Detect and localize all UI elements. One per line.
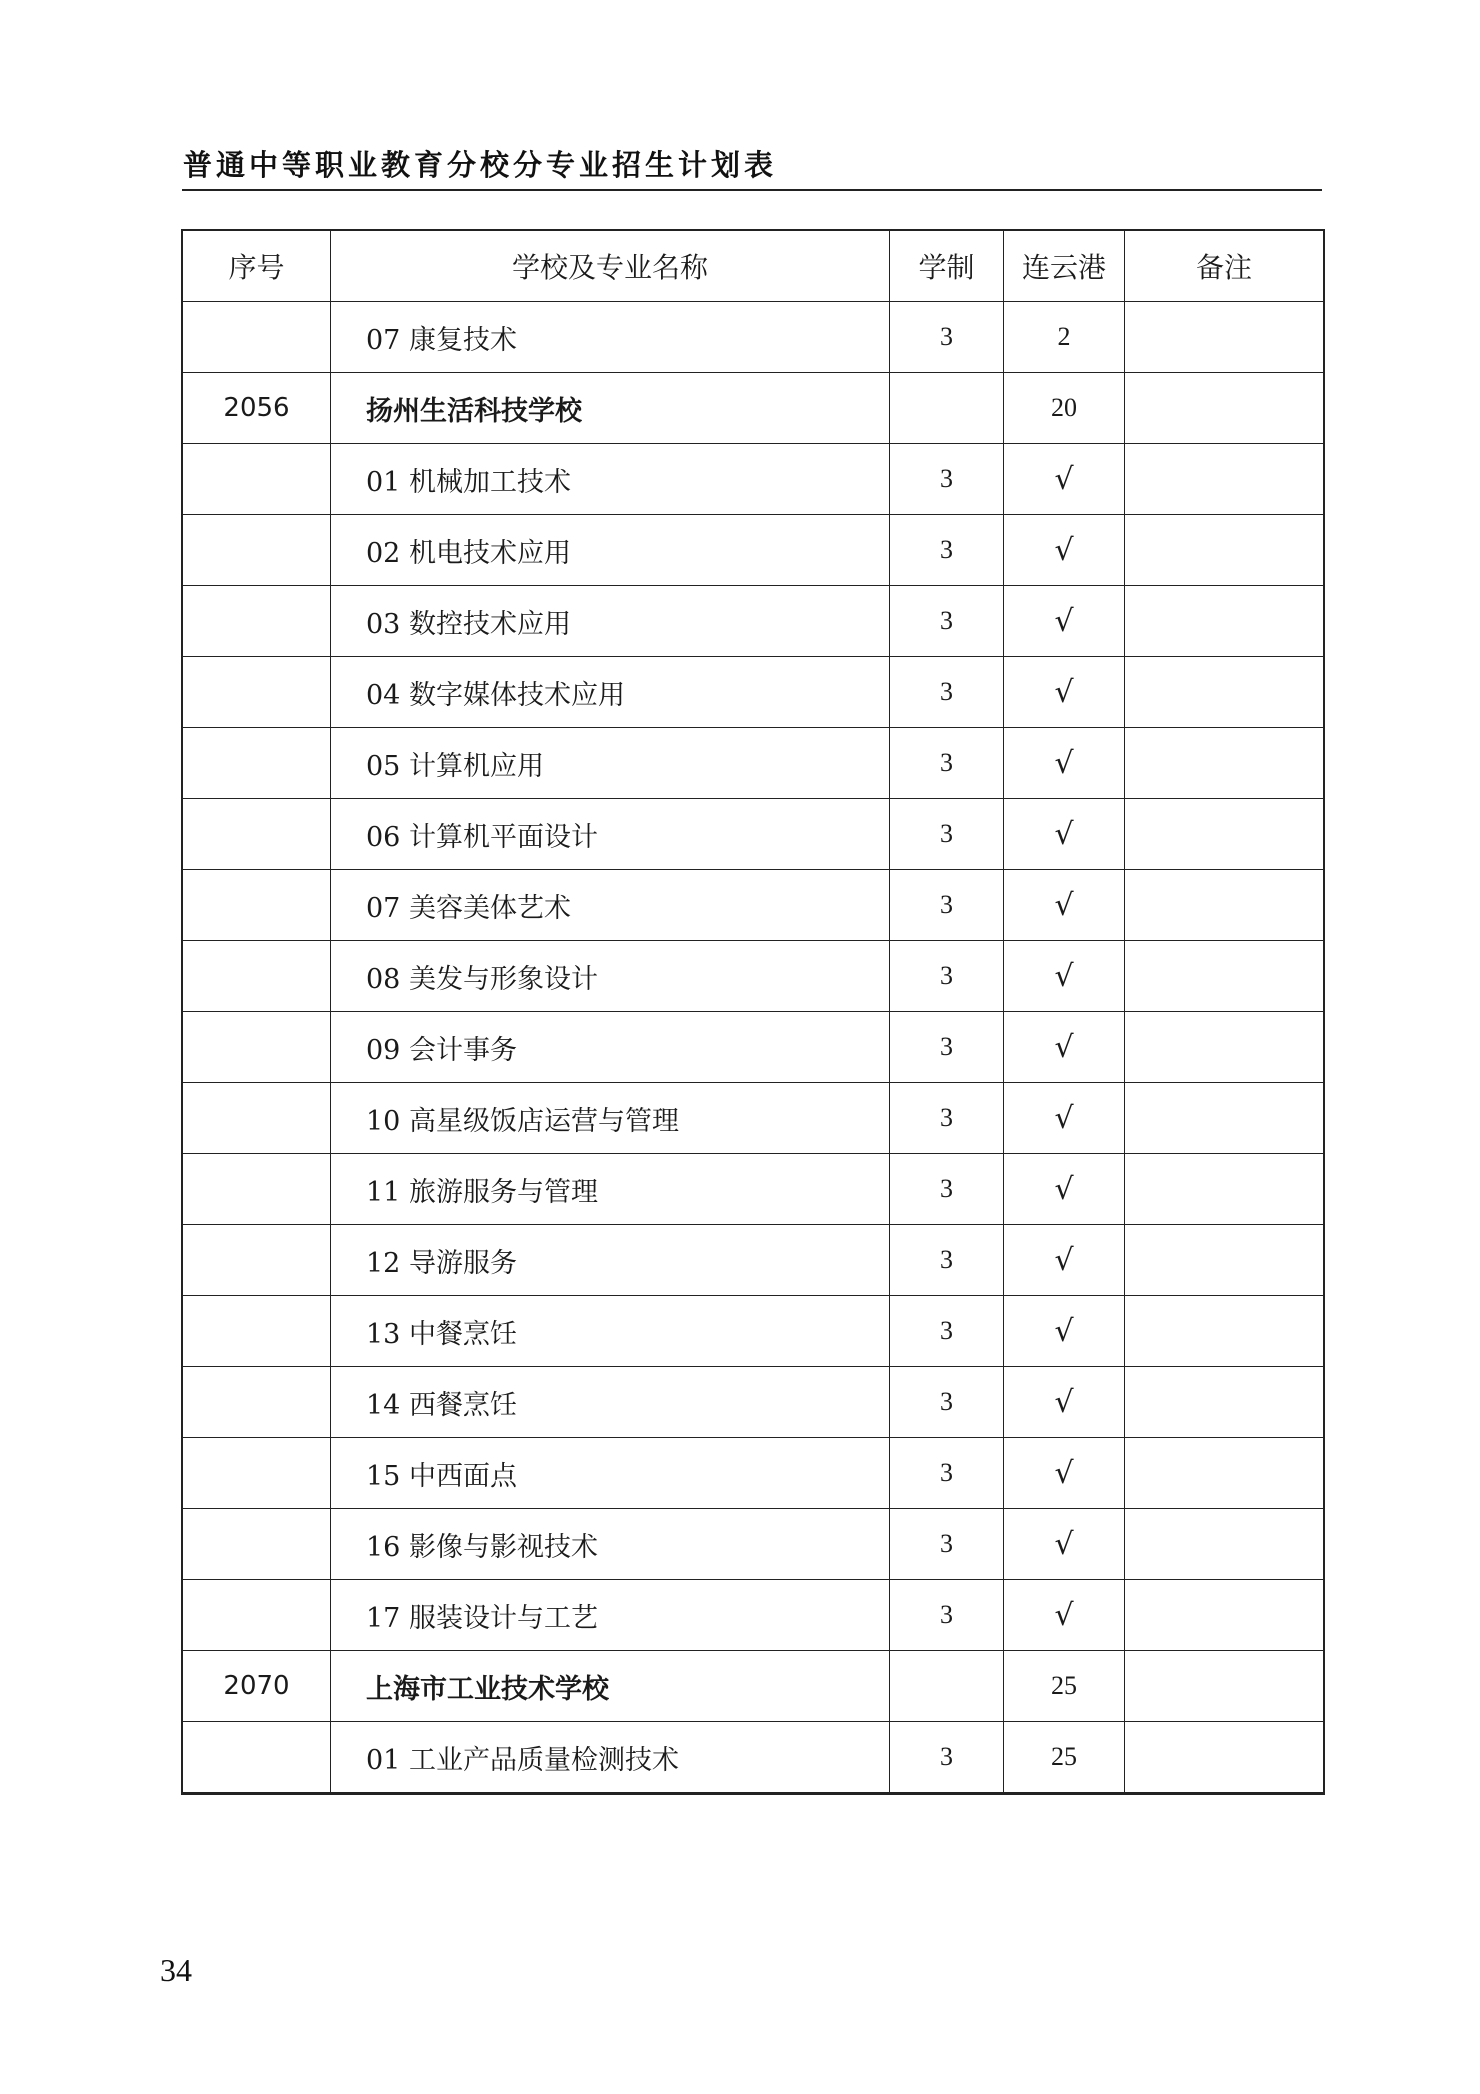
cell-program-name: 16 影像与影视技术 bbox=[331, 1509, 890, 1580]
cell-lianyungang: √ bbox=[1004, 799, 1125, 870]
cell-study-length: 3 bbox=[890, 657, 1004, 728]
cell-study-length: 3 bbox=[890, 799, 1004, 870]
cell-study-length: 3 bbox=[890, 870, 1004, 941]
cell-remarks bbox=[1125, 870, 1324, 941]
cell-no: 2070 bbox=[183, 1651, 331, 1722]
header-remarks: 备注 bbox=[1125, 231, 1324, 302]
cell-remarks bbox=[1125, 444, 1324, 515]
program-row bbox=[183, 1296, 1324, 1367]
cell-study-length: 3 bbox=[890, 515, 1004, 586]
program-row bbox=[183, 870, 1324, 941]
cell-school-name: 扬州生活科技学校 bbox=[331, 373, 890, 444]
table-body bbox=[183, 302, 1324, 1794]
cell-study-length: 3 bbox=[890, 1296, 1004, 1367]
cell-program-name: 02 机电技术应用 bbox=[331, 515, 890, 586]
cell-lianyungang: √ bbox=[1004, 1438, 1125, 1509]
cell-lianyungang: √ bbox=[1004, 515, 1125, 586]
program-row bbox=[183, 1225, 1324, 1296]
cell-no bbox=[183, 1580, 331, 1651]
cell-no: 2056 bbox=[183, 373, 331, 444]
cell-study-length: 3 bbox=[890, 1580, 1004, 1651]
cell-program-name: 09 会计事务 bbox=[331, 1012, 890, 1083]
cell-no bbox=[183, 1225, 331, 1296]
cell-program-name: 01 机械加工技术 bbox=[331, 444, 890, 515]
cell-lianyungang: √ bbox=[1004, 1225, 1125, 1296]
enrollment-plan-table bbox=[182, 230, 1324, 1794]
cell-no bbox=[183, 1154, 331, 1225]
cell-remarks bbox=[1125, 1012, 1324, 1083]
cell-school-name: 上海市工业技术学校 bbox=[331, 1651, 890, 1722]
cell-lianyungang: √ bbox=[1004, 1012, 1125, 1083]
program-row bbox=[183, 302, 1324, 373]
cell-program-name: 05 计算机应用 bbox=[331, 728, 890, 799]
cell-remarks bbox=[1125, 1083, 1324, 1154]
program-row bbox=[183, 1367, 1324, 1438]
cell-remarks bbox=[1125, 1154, 1324, 1225]
cell-remarks bbox=[1125, 515, 1324, 586]
cell-lianyungang: 2 bbox=[1004, 302, 1125, 373]
cell-remarks bbox=[1125, 1296, 1324, 1367]
header-study-length: 学制 bbox=[890, 231, 1004, 302]
program-row bbox=[183, 941, 1324, 1012]
cell-no bbox=[183, 728, 331, 799]
cell-no bbox=[183, 586, 331, 657]
cell-no bbox=[183, 1296, 331, 1367]
cell-study-length: 3 bbox=[890, 941, 1004, 1012]
cell-lianyungang: √ bbox=[1004, 586, 1125, 657]
cell-no bbox=[183, 941, 331, 1012]
cell-lianyungang: √ bbox=[1004, 657, 1125, 728]
cell-study-length bbox=[890, 373, 1004, 444]
cell-program-name: 03 数控技术应用 bbox=[331, 586, 890, 657]
cell-no bbox=[183, 1367, 331, 1438]
cell-program-name: 07 康复技术 bbox=[331, 302, 890, 373]
cell-remarks bbox=[1125, 1225, 1324, 1296]
cell-no bbox=[183, 870, 331, 941]
cell-program-name: 08 美发与形象设计 bbox=[331, 941, 890, 1012]
cell-lianyungang: √ bbox=[1004, 728, 1125, 799]
cell-lianyungang: 20 bbox=[1004, 373, 1125, 444]
cell-no bbox=[183, 444, 331, 515]
cell-study-length: 3 bbox=[890, 1509, 1004, 1580]
cell-remarks bbox=[1125, 941, 1324, 1012]
cell-program-name: 15 中西面点 bbox=[331, 1438, 890, 1509]
cell-study-length bbox=[890, 1651, 1004, 1722]
cell-no bbox=[183, 657, 331, 728]
cell-lianyungang: √ bbox=[1004, 1083, 1125, 1154]
cell-remarks bbox=[1125, 302, 1324, 373]
cell-study-length: 3 bbox=[890, 1438, 1004, 1509]
cell-no bbox=[183, 515, 331, 586]
cell-lianyungang: 25 bbox=[1004, 1722, 1125, 1794]
cell-remarks bbox=[1125, 1438, 1324, 1509]
cell-no bbox=[183, 302, 331, 373]
cell-remarks bbox=[1125, 1367, 1324, 1438]
cell-no bbox=[183, 1012, 331, 1083]
cell-study-length: 3 bbox=[890, 302, 1004, 373]
header-school-program-name: 学校及专业名称 bbox=[331, 231, 890, 302]
cell-remarks bbox=[1125, 1509, 1324, 1580]
program-row bbox=[183, 1083, 1324, 1154]
cell-lianyungang: √ bbox=[1004, 941, 1125, 1012]
cell-remarks bbox=[1125, 586, 1324, 657]
program-row bbox=[183, 1509, 1324, 1580]
cell-no bbox=[183, 1509, 331, 1580]
cell-program-name: 17 服装设计与工艺 bbox=[331, 1580, 890, 1651]
cell-lianyungang: √ bbox=[1004, 1154, 1125, 1225]
cell-program-name: 12 导游服务 bbox=[331, 1225, 890, 1296]
school-row bbox=[183, 373, 1324, 444]
program-row bbox=[183, 1722, 1324, 1794]
program-row bbox=[183, 1012, 1324, 1083]
cell-remarks bbox=[1125, 1651, 1324, 1722]
cell-no bbox=[183, 1722, 331, 1794]
cell-remarks bbox=[1125, 728, 1324, 799]
cell-program-name: 01 工业产品质量检测技术 bbox=[331, 1722, 890, 1794]
cell-remarks bbox=[1125, 657, 1324, 728]
cell-program-name: 06 计算机平面设计 bbox=[331, 799, 890, 870]
program-row bbox=[183, 799, 1324, 870]
cell-study-length: 3 bbox=[890, 1367, 1004, 1438]
cell-lianyungang: √ bbox=[1004, 1367, 1125, 1438]
cell-lianyungang: 25 bbox=[1004, 1651, 1125, 1722]
program-row bbox=[183, 728, 1324, 799]
cell-study-length: 3 bbox=[890, 728, 1004, 799]
cell-remarks bbox=[1125, 799, 1324, 870]
page-number: 34 bbox=[160, 1952, 192, 1988]
cell-no bbox=[183, 1083, 331, 1154]
cell-program-name: 14 西餐烹饪 bbox=[331, 1367, 890, 1438]
cell-study-length: 3 bbox=[890, 1225, 1004, 1296]
school-row bbox=[183, 1651, 1324, 1722]
cell-lianyungang: √ bbox=[1004, 1296, 1125, 1367]
cell-no bbox=[183, 799, 331, 870]
cell-no bbox=[183, 1438, 331, 1509]
cell-study-length: 3 bbox=[890, 444, 1004, 515]
program-row bbox=[183, 1438, 1324, 1509]
cell-lianyungang: √ bbox=[1004, 1509, 1125, 1580]
header-lianyungang: 连云港 bbox=[1004, 231, 1125, 302]
cell-remarks bbox=[1125, 1722, 1324, 1794]
program-row bbox=[183, 1154, 1324, 1225]
cell-remarks bbox=[1125, 373, 1324, 444]
program-row bbox=[183, 1580, 1324, 1651]
cell-study-length: 3 bbox=[890, 1154, 1004, 1225]
running-header: 普通中等职业教育分校分专业招生计划表 bbox=[183, 148, 778, 182]
table-header-row bbox=[183, 231, 1324, 302]
cell-program-name: 10 高星级饭店运营与管理 bbox=[331, 1083, 890, 1154]
program-row bbox=[183, 657, 1324, 728]
cell-program-name: 07 美容美体艺术 bbox=[331, 870, 890, 941]
header-no: 序号 bbox=[183, 231, 331, 302]
cell-lianyungang: √ bbox=[1004, 444, 1125, 515]
cell-program-name: 13 中餐烹饪 bbox=[331, 1296, 890, 1367]
header-rule bbox=[182, 189, 1322, 191]
program-row bbox=[183, 515, 1324, 586]
cell-remarks bbox=[1125, 1580, 1324, 1651]
program-row bbox=[183, 586, 1324, 657]
cell-study-length: 3 bbox=[890, 1012, 1004, 1083]
cell-program-name: 04 数字媒体技术应用 bbox=[331, 657, 890, 728]
cell-lianyungang: √ bbox=[1004, 1580, 1125, 1651]
cell-program-name: 11 旅游服务与管理 bbox=[331, 1154, 890, 1225]
cell-study-length: 3 bbox=[890, 1083, 1004, 1154]
program-row bbox=[183, 444, 1324, 515]
cell-study-length: 3 bbox=[890, 1722, 1004, 1794]
cell-study-length: 3 bbox=[890, 586, 1004, 657]
cell-lianyungang: √ bbox=[1004, 870, 1125, 941]
